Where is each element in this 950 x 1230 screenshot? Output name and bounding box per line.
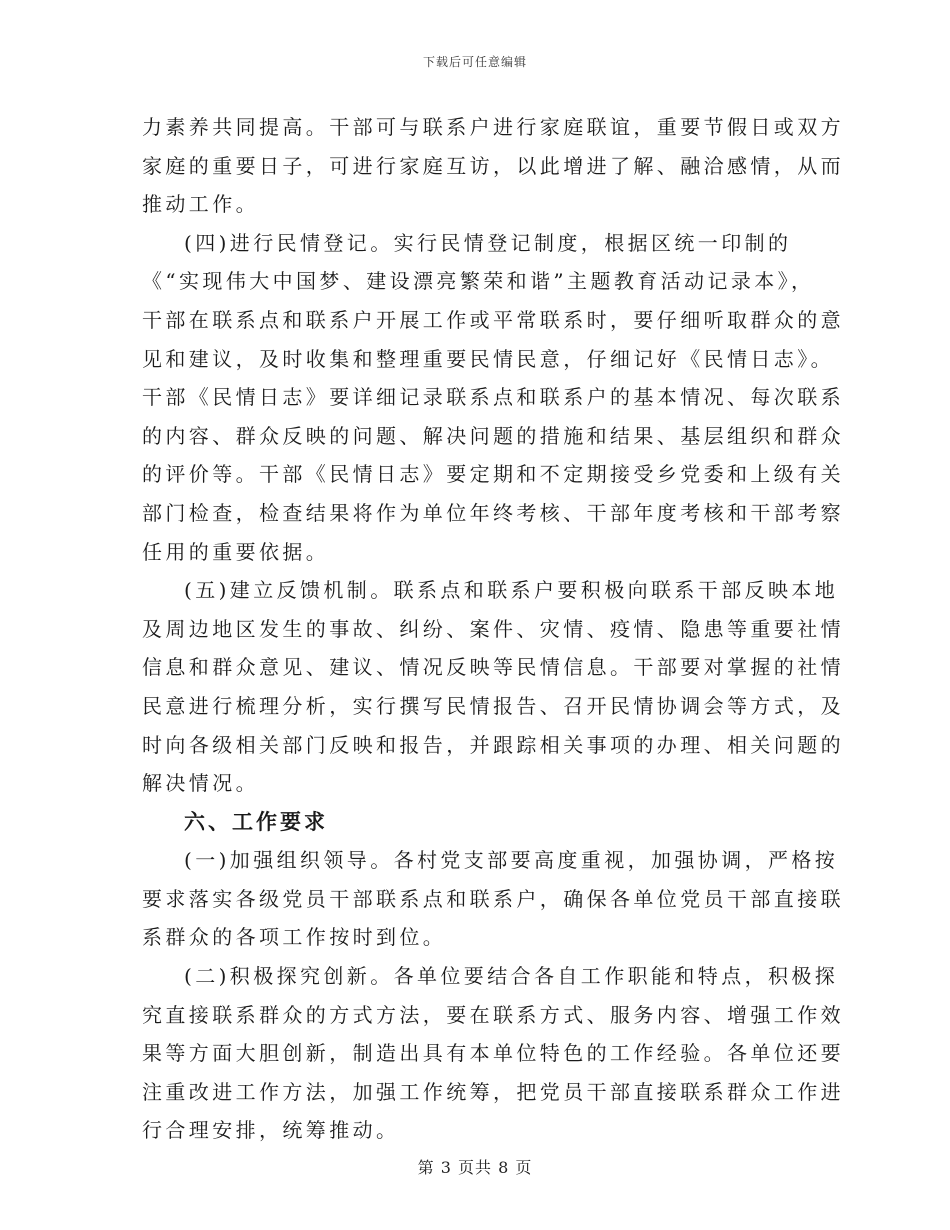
- text-line: 见和建议，及时收集和整理重要民情民意，仔细记好《民情日志》。: [142, 346, 834, 371]
- section-heading: 六、工作要求: [184, 808, 328, 834]
- text-line: 要求落实各级党员干部联系点和联系户，确保各单位党员干部直接联: [142, 886, 844, 911]
- text-line: 的内容、群众反映的问题、解决问题的措施和结果、基层组织和群众: [142, 423, 844, 448]
- page-number-footer: 第 3 页共 8 页: [417, 1158, 533, 1177]
- paragraph-start-line: (五)建立反馈机制。联系点和联系户要积极向联系干部反映本地: [184, 578, 839, 603]
- page-header: 下载后可任意编辑: [422, 55, 527, 69]
- text-line: 力素养共同提高。干部可与联系户进行家庭联谊，重要节假日或双方: [142, 115, 844, 139]
- text-line: 及周边地区发生的事故、纠纷、案件、灾情、疫情、隐患等重要社情: [142, 616, 844, 641]
- text-line: 民意进行梳理分析，实行撰写民情报告、召开民情协调会等方式，及: [142, 693, 844, 718]
- text-line: 任用的重要依据。: [142, 539, 330, 564]
- text-line: 究直接联系群众的方式方法，要在联系方式、服务内容、增强工作效: [142, 1002, 844, 1027]
- text-line: 的评价等。干部《民情日志》要定期和不定期接受乡党委和上级有关: [142, 462, 844, 487]
- text-line: 时向各级相关部门反映和报告，并跟踪相关事项的办理、相关问题的: [142, 732, 844, 757]
- text-line: 部门检查，检查结果将作为单位年终考核、干部年度考核和干部考察: [142, 500, 844, 525]
- text-line: 系群众的各项工作按时到位。: [142, 925, 447, 950]
- text-line: 家庭的重要日子，可进行家庭互访，以此增进了解、融洽感情，从而: [142, 153, 844, 178]
- document-body: [142, 108, 844, 1150]
- paragraph-start-line: (一)加强组织领导。各村党支部要高度重视，加强协调，严格按: [184, 848, 839, 873]
- text-line: 果等方面大胆创新，制造出具有本单位特色的工作经验。各单位还要: [142, 1041, 844, 1066]
- paragraph-start-line: (二)积极探究创新。各单位要结合各自工作职能和特点，积极探: [184, 964, 839, 989]
- text-line: 行合理安排，统筹推动。: [142, 1118, 400, 1143]
- text-line: 干部《民情日志》要详细记录联系点和联系户的基本情况、每次联系: [142, 385, 844, 410]
- text-line: 解决情况。: [142, 771, 259, 796]
- paragraph-start-line: (四)进行民情登记。实行民情登记制度，根据区统一印制的: [184, 230, 792, 255]
- text-line: 推动工作。: [142, 192, 259, 217]
- text-line: 注重改进工作方法，加强工作统筹，把党员干部直接联系群众工作进: [142, 1079, 844, 1104]
- text-line: 干部在联系点和联系户开展工作或平常联系时，要仔细听取群众的意: [142, 307, 844, 332]
- text-line: 《“实现伟大中国梦、建设漂亮繁荣和谐”主题教育活动记录本》，: [142, 269, 815, 294]
- text-line: 信息和群众意见、建议、情况反映等民情信息。干部要对掌握的社情: [142, 655, 844, 680]
